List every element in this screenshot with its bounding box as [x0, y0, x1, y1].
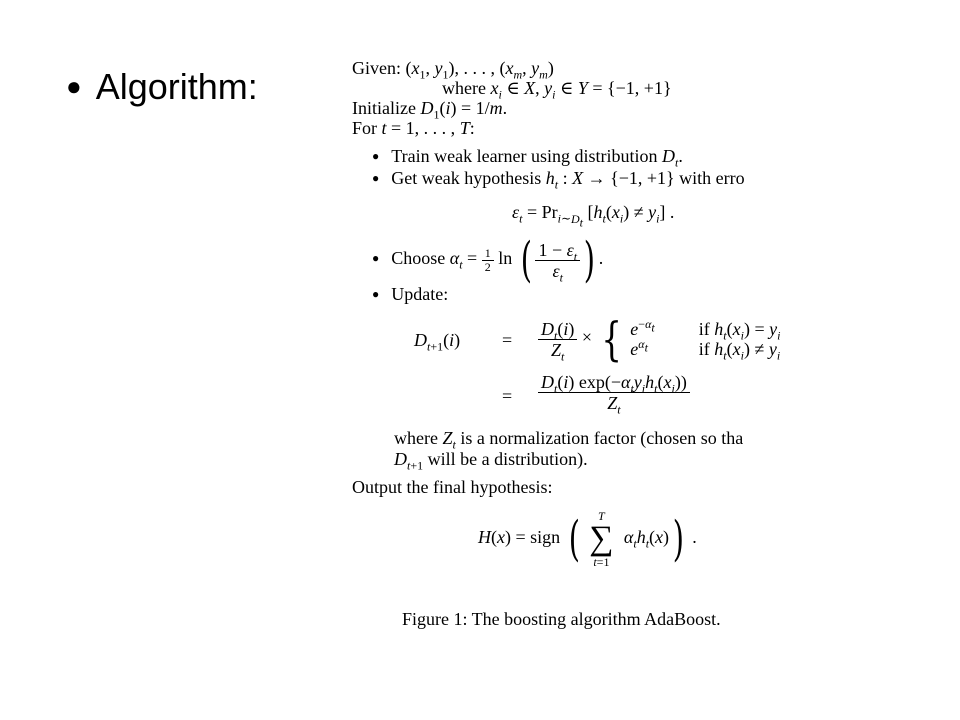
sum-icon: T ∑ t=1	[589, 509, 614, 569]
list-bullet-icon: ●	[372, 287, 380, 301]
given-line: Given: ($x_1$, $y_1$), . . . , ($x_m$, $y_m$)	[352, 58, 554, 82]
update-label: Update:	[391, 284, 449, 304]
algorithm-figure	[352, 0, 860, 720]
for-loop-line: For t = 1, . . . , T:	[352, 118, 475, 138]
update-line	[372, 284, 448, 304]
train-line: ● Train weak learner using distribution $D_t$.	[372, 146, 683, 170]
hypothesis-line: ● Get weak hypothesis $h_t$ : X → {−1, +1} with erro	[372, 168, 745, 192]
update-eq-2: =	[502, 386, 513, 406]
figure-caption: Figure 1: The boosting algorithm AdaBoost.	[402, 609, 721, 629]
output-line: Output the final hypothesis:	[352, 477, 553, 497]
list-bullet-icon: ●	[372, 171, 380, 185]
choose-line: ● Choose $\alpha_t$ = $\frac{1}{2}$ ln ( $\frac{1 - \varepsilon_t}{\varepsilon_t}$ ) .	[372, 232, 604, 288]
list-bullet-icon: ●	[372, 149, 380, 163]
update-lhs: $D_{t+1}(i)$	[414, 330, 461, 354]
normalization-line-2: $D_{t+1}$ will be a distribution).	[394, 449, 588, 473]
error-formula: $\varepsilon_t = Pr_{i\sim D_t}$ $[h_t(x_i) \ne y_i]$ .	[512, 202, 675, 229]
list-bullet-icon: ●	[372, 251, 380, 266]
update-rhs-1: $\frac{D_t(i)}{Z_t}$ × { $e^{-\alpha_t}$ if $h_t(x_i) = y_i$ $e^{\alpha_t}$ if $h_t(x_i) \ne y_i$	[538, 316, 780, 362]
slide-bullet	[66, 66, 258, 107]
update-eq-1: =	[502, 330, 513, 350]
bullet-dot-icon: ●	[66, 71, 82, 101]
final-hypothesis: H(x) = sign ( T ∑ t=1 $\alpha_th_t(x)$) .	[478, 509, 697, 569]
bullet-label: Algorithm:	[95, 66, 258, 107]
given-where-line: where $x_i$ ∈ X, $y_i$ ∈ Y = {−1, +1}	[442, 78, 672, 102]
normalization-line-1: where $Z_t$ is a normalization factor (chosen so tha	[394, 428, 744, 452]
initialize-line: Initialize $D_1(i) = 1/m$.	[352, 98, 508, 122]
update-rhs-2: $\frac{D_t(i) \exp(-\alpha_ty_ih_t(x_i))}{Z_t}$	[538, 372, 690, 413]
